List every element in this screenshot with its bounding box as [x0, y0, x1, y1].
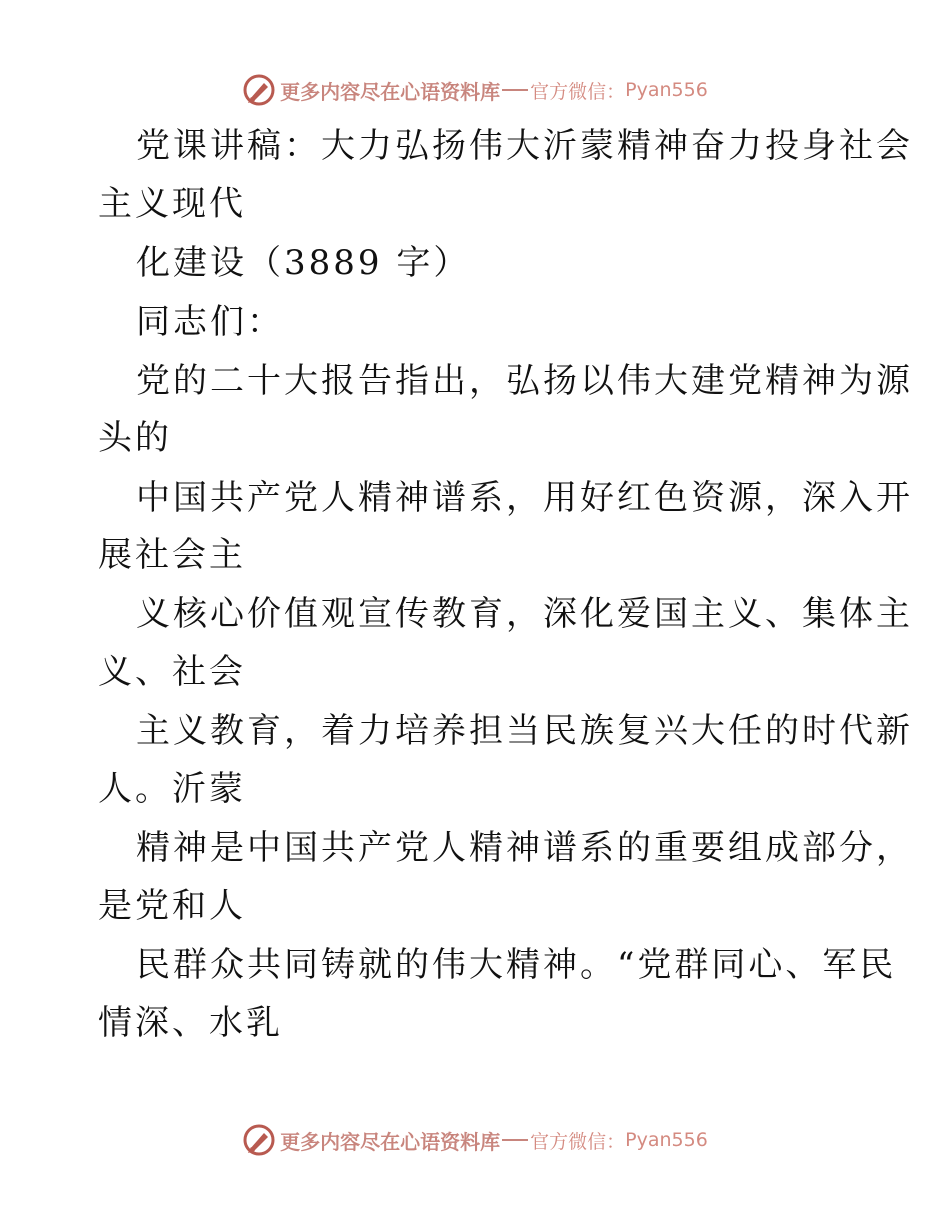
paragraph-line: 情深、水乳	[98, 1003, 283, 1043]
watermark-banner-top	[0, 70, 950, 110]
watermark-wechat-id: Pyan556	[625, 79, 708, 101]
paragraph-line: 主义教育，着力培养担当民族复兴大任的时代新	[136, 711, 913, 751]
paragraph-line: 人。沂蒙	[98, 769, 246, 809]
paragraph-line: 中国共产党人精神谱系，用好红色资源，深入开	[136, 478, 913, 518]
title-line-3: 化建设（3889 字）	[136, 243, 471, 283]
salutation: 同志们：	[136, 302, 284, 342]
watermark-wechat-label: 官方微信：	[530, 80, 626, 103]
paragraph-line: 义核心价值观宣传教育，深化爱国主义、集体主	[136, 594, 913, 634]
watermark-main-text: 更多内容尽在心语资料库	[280, 1129, 501, 1154]
watermark-wechat-id: Pyan556	[625, 1129, 708, 1151]
watermark-banner-bottom	[0, 1120, 950, 1160]
title-line-2: 主义现代	[98, 184, 246, 224]
paragraph-line: 精神是中国共产党人精神谱系的重要组成部分，	[136, 828, 913, 868]
paragraph-line: 头的	[98, 418, 172, 458]
paragraph-line: 党的二十大报告指出，弘扬以伟大建党精神为源	[136, 361, 913, 401]
paragraph-line: 是党和人	[98, 886, 246, 926]
watermark-dash	[502, 1139, 528, 1141]
paragraph-line: 民群众共同铸就的伟大精神。“党群同心、军民	[136, 945, 897, 985]
watermark-wechat-label: 官方微信：	[530, 1130, 626, 1153]
watermark-main-text: 更多内容尽在心语资料库	[280, 79, 501, 104]
watermark-dash	[502, 89, 528, 91]
title-line-1: 党课讲稿：大力弘扬伟大沂蒙精神奋力投身社会	[136, 126, 913, 166]
pen-logo-icon	[242, 1123, 276, 1157]
pen-logo-icon	[242, 73, 276, 107]
paragraph-line: 义、社会	[98, 652, 246, 692]
paragraph-line: 展社会主	[98, 535, 246, 575]
